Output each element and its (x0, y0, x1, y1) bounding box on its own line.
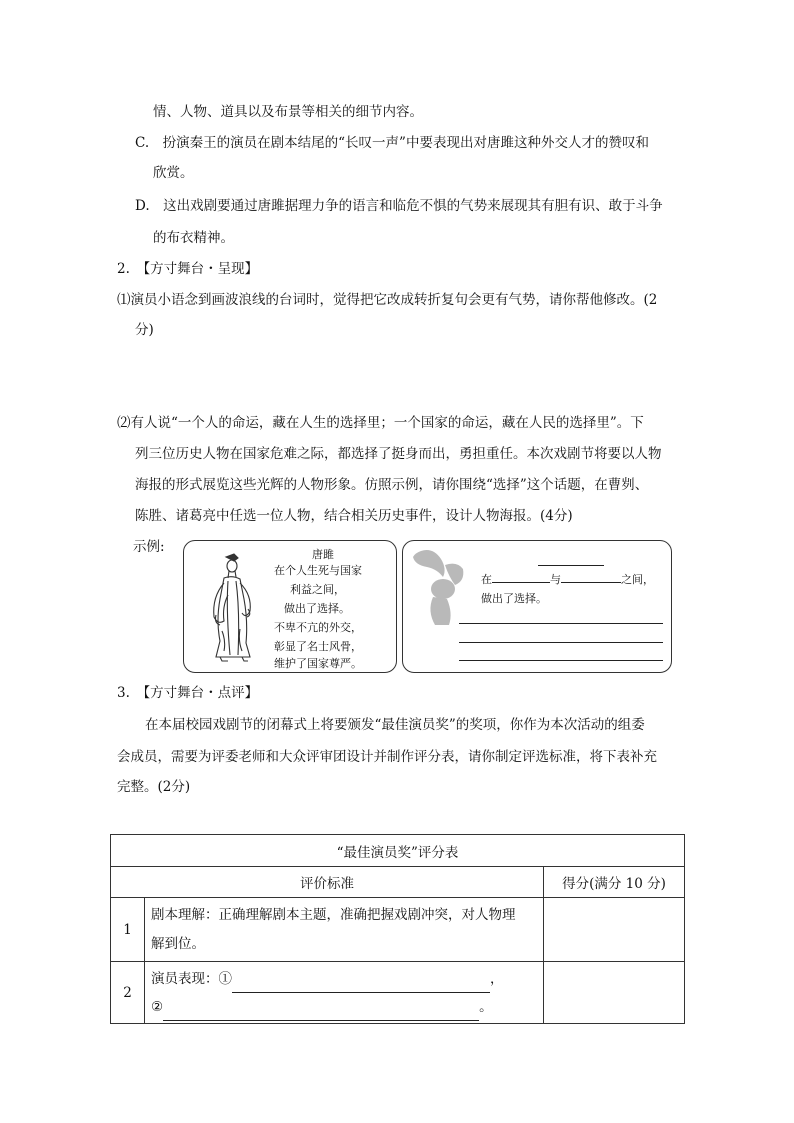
poster1-name: 唐雎 (312, 548, 334, 561)
poster1-line: 不卑不亢的外交， (274, 621, 362, 634)
header-score: 得分(满分 10 分) (544, 867, 685, 898)
example-label: 示例: (133, 539, 165, 555)
poster2-name-blank[interactable] (538, 565, 604, 566)
question-2-heading: 2. 【方寸舞台・呈现】 (117, 261, 259, 277)
q3-paragraph-line2: 会成员，需要为评委老师和大众评审团设计并制作评分表，请你制定评选标准，将下表补充 (117, 749, 657, 765)
criteria-punct: 。 (479, 998, 493, 1015)
question-3-heading: 3. 【方寸舞台・点评】 (117, 685, 259, 701)
example-poster (183, 540, 397, 673)
q3-paragraph-line1: 在本届校园戏剧节的闭幕式上将要颁发“最佳演员奖”的奖项，你作为本次活动的组委 (145, 717, 645, 733)
criteria-punct: ， (490, 970, 504, 987)
poster2-middle: 与 (550, 573, 561, 586)
poster1-line: 维护了国家尊严。 (274, 657, 362, 670)
row-criteria-line (151, 993, 537, 1021)
poster2-answer-line[interactable] (459, 642, 663, 643)
poster2-suffix: 之间， (621, 573, 654, 586)
poster2-answer-line[interactable] (459, 660, 663, 661)
blank-poster (402, 540, 672, 673)
row-criteria (145, 962, 544, 1024)
option-d-line1: D. 这出戏剧要通过唐雎据理力争的语言和临危不惧的气势来展现其有胆有识、敢于斗争 (135, 198, 663, 214)
answer-blank-2[interactable] (163, 1006, 479, 1021)
table-row (111, 962, 685, 1024)
score-cell[interactable] (544, 898, 685, 962)
q2-part2-line1: ⑵有人说“一个人的命运，藏在人生的选择里；一个国家的命运，藏在人民的选择里”。下 (117, 415, 644, 431)
q3-paragraph-line3: 完整。(2分) (117, 779, 191, 795)
q2-part1-line2: 分) (135, 322, 154, 338)
score-table (110, 834, 685, 1024)
poster2-line1 (481, 570, 654, 589)
poster2-answer-line[interactable] (459, 623, 663, 624)
row-number: 1 (111, 898, 145, 962)
poster2-line2: 做出了选择。 (481, 592, 547, 605)
table-row (111, 898, 685, 962)
silhouette-placeholder-icon (409, 547, 471, 629)
poster1-line: 利益之间， (290, 583, 345, 596)
q2-part1-line1: ⑴演员小语念到画波浪线的台词时，觉得把它改成转折复句会更有气势，请你帮他修改。(2 (117, 292, 658, 308)
option-d-line2: 的布衣精神。 (153, 230, 234, 246)
poster2-prefix: 在 (481, 573, 492, 586)
criteria-label: 演员表现：① (151, 970, 232, 987)
answer-blank-1[interactable] (232, 978, 490, 993)
poster1-line: 做出了选择。 (284, 602, 350, 615)
q2-part2-line2: 列三位历史人物在国家危难之际，都选择了挺身而出，勇担重任。本次戏剧节将要以人物 (135, 446, 662, 462)
row-criteria-line: 解到位。 (151, 935, 205, 952)
q2-part2-line3: 海报的形式展览这些光辉的人物形象。仿照示例，请你围绕“选择”这个话题，在曹刿、 (135, 477, 649, 493)
row-criteria (145, 898, 544, 962)
criteria-label: ② (151, 998, 164, 1015)
option-c-line1: C. 扮演秦王的演员在剧本结尾的“长叹一声”中要表现出对唐雎这种外交人才的赞叹和 (135, 135, 649, 151)
row-criteria-line: 剧本理解：正确理解剧本主题，准确把握戏剧冲突，对人物理 (151, 906, 516, 923)
scholar-figure-icon (202, 551, 262, 663)
poster1-line: 在个人生死与国家 (274, 564, 362, 577)
score-cell[interactable] (544, 962, 685, 1024)
header-criteria: 评价标准 (111, 867, 544, 898)
q2-part2-line4: 陈胜、诸葛亮中任选一位人物，结合相关历史事件，设计人物海报。(4分) (135, 508, 573, 524)
option-b-continuation: 情、人物、道具以及布景等相关的细节内容。 (153, 104, 423, 120)
table-title: “最佳演员奖”评分表 (111, 835, 685, 867)
poster2-blank-b[interactable] (561, 570, 621, 583)
poster1-line: 彰显了名士风骨， (274, 640, 362, 653)
option-c-line2: 欣赏。 (153, 165, 194, 181)
row-criteria-line (151, 965, 537, 993)
row-number: 2 (111, 962, 145, 1024)
poster2-blank-a[interactable] (492, 570, 550, 583)
